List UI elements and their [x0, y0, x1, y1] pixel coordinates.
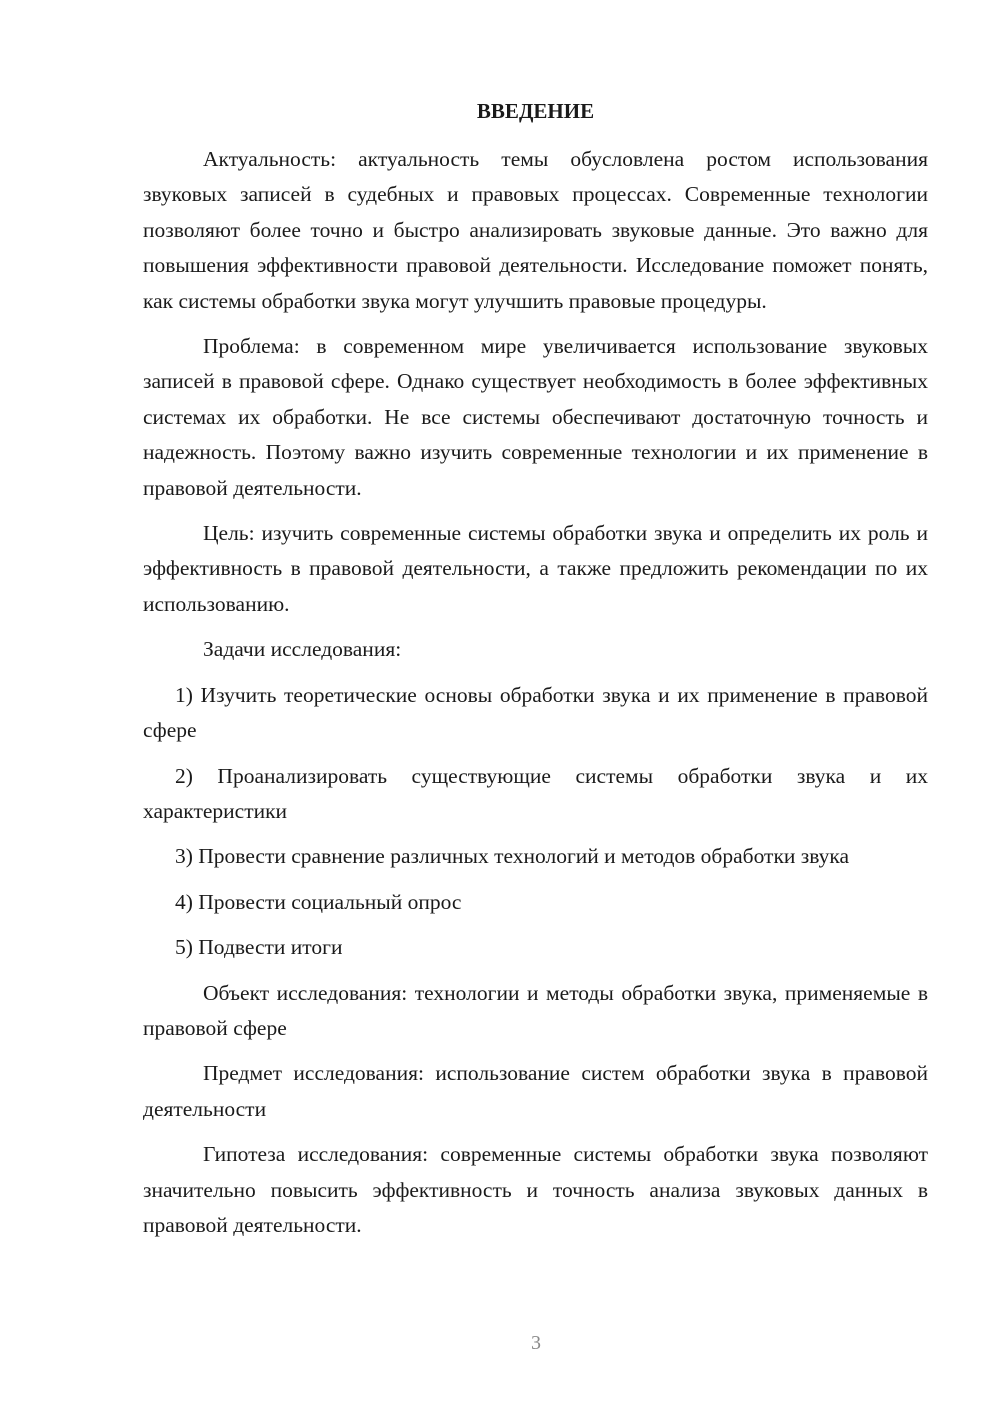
paragraph-object: Объект исследования: технологии и методы обработки звука, применяемые в правовой сфере: [143, 980, 928, 1040]
paragraph-hypothesis: Гипотеза исследования: современные системы обработки звука позволяют значительно повысить эффективность и точность анализа звуковых данных в правовой деятельности.: [143, 1142, 928, 1237]
task-item: 1) Изучить теоретические основы обработки звука и их применение в правовой сфере: [143, 682, 928, 743]
paragraph-subject: Предмет исследования: использование систем обработки звука в правовой деятельности: [143, 1061, 928, 1121]
document-body: [143, 142, 928, 1243]
page-number: 3: [531, 1332, 541, 1354]
task-item: 4) Провести социальный опрос: [175, 889, 462, 914]
paragraph-relevance: Актуальность: актуальность темы обусловлена ростом использования звуковых записей в судебных и правовых процессах. Современные технологии позволяют более точно и быстро анализировать звуковые данные. Это важно для повышения эффективности правовой деятельности. Исследование поможет понять, как системы обработки звука могут улучшить правовые процедуры.: [143, 147, 928, 313]
task-item: 2) Проанализировать существующие системы обработки звука и их характеристики: [143, 763, 928, 823]
paragraph-problem: Проблема: в современном мире увеличивается использование звуковых записей в правовой сфере. Однако существует необходимость в более эффективных системах их обработки. Не все системы обеспечивают достаточную точность и надежность. Поэтому важно изучить современные технологии и их применение в правовой деятельности.: [143, 334, 928, 500]
paragraph-goal: Цель: изучить современные системы обработки звука и определить их роль и эффективность в правовой деятельности, а также предложить рекомендации по их использованию.: [143, 521, 928, 616]
tasks-heading: Задачи исследования:: [203, 637, 402, 662]
task-item: 5) Подвести итоги: [175, 935, 343, 960]
task-item: 3) Провести сравнение различных технологий и методов обработки звука: [175, 844, 850, 869]
document-title: ВВЕДЕНИЕ: [476, 99, 595, 123]
